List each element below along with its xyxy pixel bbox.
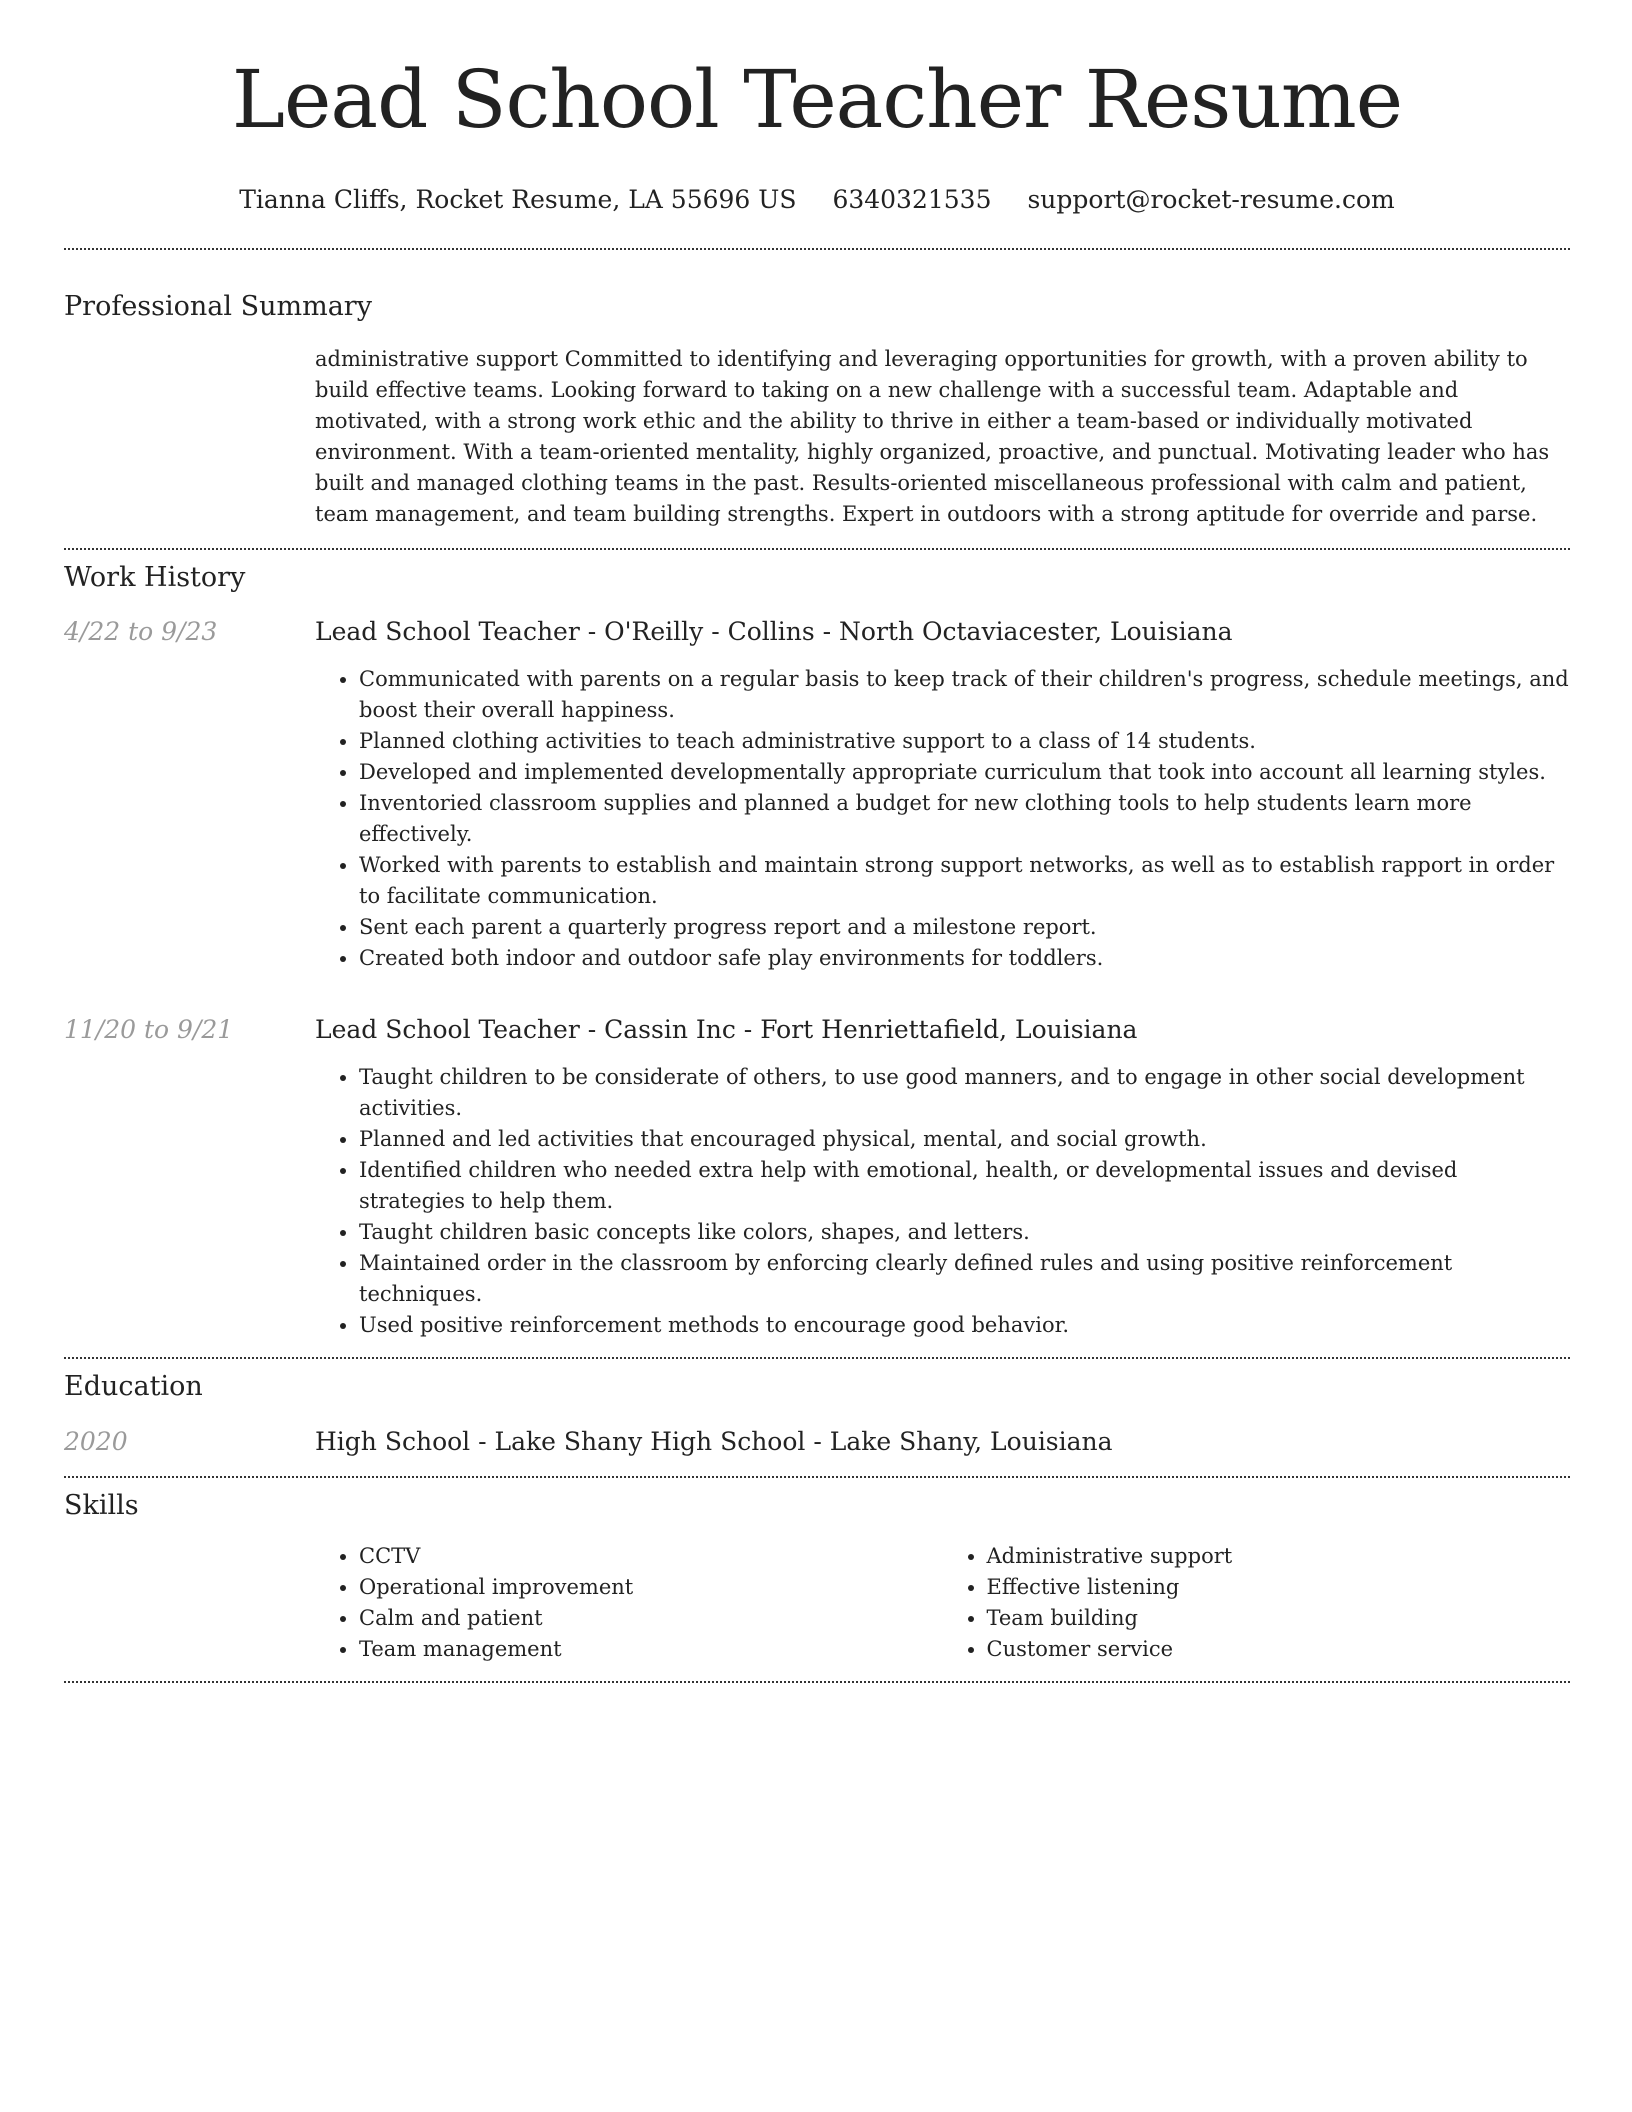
- page-title: Lead School Teacher Resume: [231, 53, 1403, 146]
- list-item: • Worked with parents to establish and maintain strong support networks, as well as to establish rapport in order to facilitate communication.: [359, 850, 1570, 912]
- divider: [64, 1681, 1570, 1683]
- contact-address: Tianna Cliffs, Rocket Resume, LA 55696 US: [239, 185, 797, 214]
- divider: [64, 248, 1570, 250]
- list-item: • Administrative support: [987, 1541, 1571, 1572]
- list-item: • Maintained order in the classroom by enforcing clearly defined rules and using positive reinforcement techniques.: [359, 1248, 1570, 1310]
- summary-text: administrative support Committed to identifying and leveraging opportunities for growth, with a proven ability to build effective teams. Looking forward to taking on a new challenge with a successful team. Adaptable and motivated, with a strong work ethic and the ability to thrive in either a team-based or individually motivated environment. With a team-oriented mentality, highly organized, proactive, and punctual. Motivating leader who has built and managed clothing teams in the past. Results-oriented miscellaneous professional with calm and patient, team management, and team building strengths. Expert in outdoors with a strong aptitude for override and parse.: [315, 347, 1550, 526]
- list-item: • Sent each parent a quarterly progress report and a milestone report.: [359, 912, 1570, 943]
- job-dates: 4/22 to 9/23: [64, 617, 218, 646]
- divider: [64, 1476, 1570, 1478]
- contact-line: [64, 184, 1570, 216]
- job-entry: [64, 616, 1570, 974]
- list-item: • Identified children who needed extra help with emotional, health, or developmental issues and devised strategies to help them.: [359, 1155, 1570, 1217]
- divider: [64, 1357, 1570, 1359]
- skills-columns: [315, 1541, 1570, 1665]
- list-item: • Taught children to be considerate of others, to use good manners, and to engage in other social development activities.: [359, 1062, 1570, 1124]
- resume-page: [64, 0, 1570, 1683]
- job-title: Lead School Teacher - Cassin Inc - Fort Henriettafield, Louisiana: [315, 1015, 1138, 1044]
- divider: [64, 548, 1570, 550]
- list-item: • Created both indoor and outdoor safe play environments for toddlers.: [359, 943, 1570, 974]
- section-heading-education: Education: [64, 1371, 203, 1402]
- list-item: • Planned and led activities that encouraged physical, mental, and social growth.: [359, 1124, 1570, 1155]
- list-item: • Planned clothing activities to teach administrative support to a class of 14 students.: [359, 726, 1570, 757]
- section-heading-skills: Skills: [64, 1490, 139, 1521]
- list-item: • Team management: [359, 1634, 943, 1665]
- job-bullets: [315, 664, 1570, 974]
- list-item: • CCTV: [359, 1541, 943, 1572]
- list-item: • Used positive reinforcement methods to encourage good behavior.: [359, 1310, 1570, 1341]
- contact-phone: 6340321535: [832, 185, 992, 214]
- job-bullets: [315, 1062, 1570, 1341]
- job-entry: [64, 1014, 1570, 1341]
- list-item: • Team building: [987, 1603, 1571, 1634]
- work-section: [64, 561, 1570, 1341]
- list-item: • Developed and implemented developmentally appropriate curriculum that took into account all learning styles.: [359, 757, 1570, 788]
- list-item: • Operational improvement: [359, 1572, 943, 1603]
- section-heading-work: Work History: [64, 562, 246, 593]
- education-section: [64, 1370, 1570, 1458]
- job-dates: 11/20 to 9/21: [64, 1015, 234, 1044]
- skills-list-left: [315, 1541, 943, 1665]
- skills-list-right: [943, 1541, 1571, 1665]
- education-entry: [64, 1426, 1570, 1458]
- list-item: • Taught children basic concepts like colors, shapes, and letters.: [359, 1217, 1570, 1248]
- list-item: • Communicated with parents on a regular basis to keep track of their children's progress, schedule meetings, and boost their overall happiness.: [359, 664, 1570, 726]
- list-item: • Effective listening: [987, 1572, 1571, 1603]
- skills-section: [64, 1489, 1570, 1665]
- contact-email: support@rocket-resume.com: [1027, 185, 1395, 214]
- summary-section: [64, 290, 1570, 530]
- list-item: • Customer service: [987, 1634, 1571, 1665]
- list-item: • Calm and patient: [359, 1603, 943, 1634]
- list-item: • Inventoried classroom supplies and planned a budget for new clothing tools to help students learn more effectively.: [359, 788, 1570, 850]
- section-heading-summary: Professional Summary: [64, 291, 372, 322]
- job-title: Lead School Teacher - O'Reilly - Collins - North Octaviacester, Louisiana: [315, 617, 1233, 646]
- education-dates: 2020: [64, 1427, 128, 1456]
- education-title: High School - Lake Shany High School - Lake Shany, Louisiana: [315, 1427, 1113, 1456]
